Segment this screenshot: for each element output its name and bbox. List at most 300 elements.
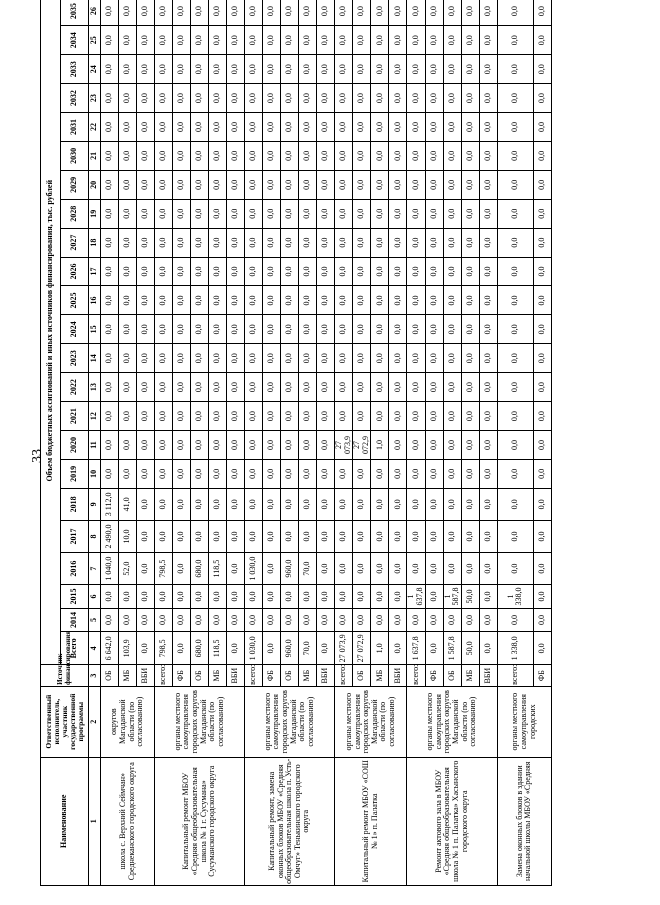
year-value: 0,0 xyxy=(245,373,263,402)
column-number: 11 xyxy=(89,431,101,460)
year-value: 0,0 xyxy=(371,199,389,228)
column-number: 16 xyxy=(89,286,101,315)
column-number: 26 xyxy=(89,0,101,26)
year-value: 0,0 xyxy=(443,608,461,632)
funding-source: всего: xyxy=(407,665,425,686)
year-value: 0,0 xyxy=(101,585,119,609)
year-value: 0,0 xyxy=(191,459,209,488)
year-value: 0,0 xyxy=(317,585,335,609)
year-value: 0,0 xyxy=(407,431,425,460)
column-number: 13 xyxy=(89,373,101,402)
year-value: 0,0 xyxy=(479,0,497,26)
year-value: 0,0 xyxy=(281,315,299,344)
year-value: 0,0 xyxy=(407,344,425,373)
header-year: 2035 xyxy=(61,0,89,26)
year-value: 0,0 xyxy=(461,84,479,113)
year-value: 0,0 xyxy=(263,315,281,344)
year-value: 0,0 xyxy=(533,402,551,431)
year-value: 10,0 xyxy=(119,520,137,552)
header-year: 2023 xyxy=(61,344,89,373)
year-value: 0,0 xyxy=(209,84,227,113)
year-value: 0,0 xyxy=(335,228,353,257)
year-value: 0,0 xyxy=(425,141,443,170)
table-row xyxy=(407,0,425,886)
year-value: 0,0 xyxy=(533,0,551,26)
year-value: 0,0 xyxy=(335,26,353,55)
header-year: 2029 xyxy=(61,170,89,199)
year-value: 0,0 xyxy=(479,286,497,315)
year-value: 0,0 xyxy=(461,459,479,488)
year-value: 0,0 xyxy=(299,84,317,113)
year-value: 0,0 xyxy=(425,431,443,460)
year-value: 0,0 xyxy=(119,199,137,228)
year-value: 0,0 xyxy=(137,459,155,488)
year-value: 0,0 xyxy=(155,55,173,84)
year-value: 0,0 xyxy=(137,553,155,585)
year-value: 0,0 xyxy=(209,431,227,460)
year-value: 960,0 xyxy=(281,553,299,585)
header-year: 2030 xyxy=(61,141,89,170)
year-value: 0,0 xyxy=(299,431,317,460)
year-value: 0,0 xyxy=(209,26,227,55)
year-value: 0,0 xyxy=(461,170,479,199)
year-value: 0,0 xyxy=(173,608,191,632)
year-value: 0,0 xyxy=(497,84,533,113)
year-value: 0,0 xyxy=(209,55,227,84)
year-value: 0,0 xyxy=(335,459,353,488)
year-value: 0,0 xyxy=(335,170,353,199)
year-value: 0,0 xyxy=(119,113,137,142)
year-value: 0,0 xyxy=(497,286,533,315)
funding-source: ВБИ xyxy=(479,665,497,686)
year-value: 0,0 xyxy=(101,113,119,142)
year-value: 0,0 xyxy=(317,26,335,55)
year-value: 0,0 xyxy=(299,0,317,26)
year-value: 0,0 xyxy=(335,55,353,84)
year-value: 0,0 xyxy=(101,402,119,431)
column-number: 21 xyxy=(89,141,101,170)
year-value: 0,0 xyxy=(389,344,407,373)
funding-source: МБ xyxy=(461,665,479,686)
year-value: 0,0 xyxy=(209,459,227,488)
year-value: 0,0 xyxy=(227,553,245,585)
year-value: 0,0 xyxy=(371,228,389,257)
year-value: 0,0 xyxy=(263,228,281,257)
year-value: 0,0 xyxy=(263,141,281,170)
year-value: 0,0 xyxy=(209,228,227,257)
year-value: 0,0 xyxy=(245,431,263,460)
year-value: 0,0 xyxy=(155,373,173,402)
year-value: 0,0 xyxy=(335,315,353,344)
header-year: 2033 xyxy=(61,55,89,84)
year-value: 0,0 xyxy=(191,26,209,55)
year-value: 0,0 xyxy=(155,0,173,26)
year-value: 0,0 xyxy=(461,228,479,257)
year-value: 0,0 xyxy=(335,608,353,632)
column-number: 6 xyxy=(89,585,101,609)
year-value: 0,0 xyxy=(245,113,263,142)
year-value: 0,0 xyxy=(155,199,173,228)
year-value: 0,0 xyxy=(407,315,425,344)
header-year: 2018 xyxy=(61,488,89,520)
year-value: 0,0 xyxy=(281,199,299,228)
year-value: 0,0 xyxy=(299,55,317,84)
year-value: 0,0 xyxy=(371,286,389,315)
year-value: 0,0 xyxy=(407,402,425,431)
year-value: 0,0 xyxy=(227,228,245,257)
column-number: 15 xyxy=(89,315,101,344)
year-value: 0,0 xyxy=(101,26,119,55)
year-value: 0,0 xyxy=(299,286,317,315)
year-value: 0,0 xyxy=(317,84,335,113)
header-year: 2026 xyxy=(61,257,89,286)
year-value: 0,0 xyxy=(299,113,317,142)
responsible-executor: органы местного самоуправления городских округов Магаданской области (по согласованию) xyxy=(335,686,407,757)
year-value: 0,0 xyxy=(353,553,371,585)
year-value: 0,0 xyxy=(245,488,263,520)
year-value: 0,0 xyxy=(425,402,443,431)
page-number: 33 xyxy=(30,449,45,463)
year-value: 0,0 xyxy=(173,26,191,55)
year-value: 0,0 xyxy=(497,170,533,199)
year-value: 0,0 xyxy=(425,55,443,84)
year-value: 0,0 xyxy=(173,141,191,170)
year-value: 0,0 xyxy=(209,0,227,26)
year-value: 0,0 xyxy=(281,459,299,488)
year-value: 0,0 xyxy=(245,608,263,632)
responsible-executor: органы местного самоуправления городских округов Магаданской области (по согласованию) xyxy=(245,686,335,757)
total-value: 27 072,9 xyxy=(353,632,371,665)
year-value: 0,0 xyxy=(119,84,137,113)
funding-source: МБ xyxy=(299,665,317,686)
year-value: 0,0 xyxy=(479,553,497,585)
year-value: 0,0 xyxy=(461,315,479,344)
total-value: 0,0 xyxy=(479,632,497,665)
year-value: 0,0 xyxy=(209,257,227,286)
funding-source: всего: xyxy=(155,665,173,686)
total-value: 1 030,0 xyxy=(245,632,263,665)
funding-source: ФБ xyxy=(425,665,443,686)
total-value: 50,0 xyxy=(461,632,479,665)
year-value: 0,0 xyxy=(191,199,209,228)
year-value: 0,0 xyxy=(461,402,479,431)
responsible-executor: органы местного самоуправления городских округов Магаданской области (по согласованию) xyxy=(407,686,497,757)
year-value: 0,0 xyxy=(137,0,155,26)
year-value: 1 338,0 xyxy=(497,585,533,609)
year-value: 0,0 xyxy=(389,228,407,257)
year-value: 0,0 xyxy=(461,55,479,84)
year-value: 0,0 xyxy=(281,286,299,315)
header-year: 2031 xyxy=(61,113,89,142)
year-value: 1,0 xyxy=(371,431,389,460)
year-value: 0,0 xyxy=(101,170,119,199)
funding-source: МБ xyxy=(209,665,227,686)
year-value: 0,0 xyxy=(227,488,245,520)
column-number: 12 xyxy=(89,402,101,431)
year-value: 0,0 xyxy=(191,170,209,199)
year-value: 0,0 xyxy=(443,199,461,228)
year-value: 0,0 xyxy=(281,520,299,552)
year-value: 0,0 xyxy=(191,585,209,609)
year-value: 0,0 xyxy=(497,459,533,488)
year-value: 0,0 xyxy=(497,520,533,552)
year-value: 0,0 xyxy=(245,199,263,228)
year-value: 0,0 xyxy=(497,55,533,84)
year-value: 0,0 xyxy=(497,141,533,170)
year-value: 0,0 xyxy=(263,0,281,26)
year-value: 0,0 xyxy=(389,488,407,520)
year-value: 0,0 xyxy=(281,0,299,26)
year-value: 0,0 xyxy=(299,585,317,609)
year-value: 0,0 xyxy=(407,553,425,585)
year-value: 0,0 xyxy=(371,0,389,26)
year-value: 0,0 xyxy=(245,286,263,315)
year-value: 0,0 xyxy=(191,488,209,520)
year-value: 0,0 xyxy=(407,113,425,142)
year-value: 0,0 xyxy=(155,228,173,257)
year-value: 0,0 xyxy=(407,608,425,632)
year-value: 0,0 xyxy=(173,113,191,142)
year-value: 0,0 xyxy=(425,608,443,632)
year-value: 0,0 xyxy=(227,373,245,402)
header-volume: Объем бюджетных ассигнований и иных источников финансирования, тыс. рублей xyxy=(41,0,61,665)
year-value: 0,0 xyxy=(191,228,209,257)
year-value: 0,0 xyxy=(245,170,263,199)
year-value: 0,0 xyxy=(263,488,281,520)
column-number: 18 xyxy=(89,228,101,257)
year-value: 0,0 xyxy=(443,459,461,488)
year-value: 0,0 xyxy=(263,459,281,488)
year-value: 0,0 xyxy=(155,431,173,460)
year-value: 0,0 xyxy=(209,315,227,344)
year-value: 0,0 xyxy=(119,141,137,170)
column-number: 19 xyxy=(89,199,101,228)
year-value: 0,0 xyxy=(533,488,551,520)
event-name: Замена оконных блоков в здании начальной школы МБОУ «Средняя xyxy=(497,757,551,885)
year-value: 0,0 xyxy=(479,373,497,402)
funding-source: МБ xyxy=(119,665,137,686)
year-value: 0,0 xyxy=(227,113,245,142)
header-total: Всего xyxy=(61,632,89,665)
year-value: 0,0 xyxy=(173,431,191,460)
year-value: 0,0 xyxy=(137,402,155,431)
year-value: 0,0 xyxy=(317,286,335,315)
year-value: 0,0 xyxy=(227,315,245,344)
year-value: 0,0 xyxy=(245,402,263,431)
total-value: 1 338,0 xyxy=(497,632,533,665)
year-value: 70,0 xyxy=(299,553,317,585)
year-value: 0,0 xyxy=(335,113,353,142)
year-value: 0,0 xyxy=(191,431,209,460)
year-value: 0,0 xyxy=(371,373,389,402)
column-number: 20 xyxy=(89,170,101,199)
year-value: 0,0 xyxy=(371,257,389,286)
year-value: 0,0 xyxy=(173,0,191,26)
total-value: 118,5 xyxy=(209,632,227,665)
event-name: Капитальный ремонт МБОУ «Средняя общеобразовательная школа № 1 г. Сусумана» Сусуманского городского округа xyxy=(155,757,245,885)
year-value: 0,0 xyxy=(371,585,389,609)
year-value: 0,0 xyxy=(407,199,425,228)
year-value: 0,0 xyxy=(407,0,425,26)
year-value: 0,0 xyxy=(443,402,461,431)
year-value: 0,0 xyxy=(101,0,119,26)
column-number: 1 xyxy=(89,757,101,885)
year-value: 0,0 xyxy=(425,286,443,315)
year-value: 0,0 xyxy=(119,585,137,609)
year-value: 0,0 xyxy=(371,402,389,431)
year-value: 0,0 xyxy=(263,26,281,55)
year-value: 0,0 xyxy=(335,585,353,609)
funding-source: ВБИ xyxy=(137,665,155,686)
year-value: 0,0 xyxy=(101,344,119,373)
year-value: 0,0 xyxy=(263,344,281,373)
year-value: 0,0 xyxy=(281,488,299,520)
year-value: 0,0 xyxy=(533,344,551,373)
year-value: 0,0 xyxy=(353,170,371,199)
year-value: 0,0 xyxy=(371,55,389,84)
year-value: 0,0 xyxy=(533,315,551,344)
year-value: 0,0 xyxy=(137,141,155,170)
year-value: 0,0 xyxy=(173,488,191,520)
year-value: 0,0 xyxy=(263,608,281,632)
year-value: 0,0 xyxy=(209,170,227,199)
year-value: 0,0 xyxy=(137,488,155,520)
year-value: 0,0 xyxy=(461,26,479,55)
year-value: 0,0 xyxy=(497,113,533,142)
year-value: 0,0 xyxy=(371,315,389,344)
year-value: 0,0 xyxy=(263,520,281,552)
year-value: 27 072,9 xyxy=(353,431,371,460)
year-value: 0,0 xyxy=(389,553,407,585)
year-value: 0,0 xyxy=(209,585,227,609)
year-value: 0,0 xyxy=(263,373,281,402)
year-value: 0,0 xyxy=(245,141,263,170)
funding-source: всего: xyxy=(335,665,353,686)
year-value: 0,0 xyxy=(173,373,191,402)
year-value: 0,0 xyxy=(191,0,209,26)
year-value: 0,0 xyxy=(353,228,371,257)
year-value: 0,0 xyxy=(353,402,371,431)
funding-source: всего: xyxy=(245,665,263,686)
year-value: 0,0 xyxy=(317,170,335,199)
year-value: 0,0 xyxy=(425,170,443,199)
year-value: 0,0 xyxy=(119,402,137,431)
year-value: 0,0 xyxy=(155,286,173,315)
total-value: 103,9 xyxy=(119,632,137,665)
year-value: 0,0 xyxy=(407,228,425,257)
year-value: 0,0 xyxy=(389,199,407,228)
year-value: 0,0 xyxy=(443,286,461,315)
year-value: 0,0 xyxy=(227,141,245,170)
year-value: 0,0 xyxy=(497,488,533,520)
year-value: 0,0 xyxy=(443,113,461,142)
year-value: 0,0 xyxy=(461,373,479,402)
year-value: 0,0 xyxy=(263,55,281,84)
year-value: 0,0 xyxy=(173,553,191,585)
year-value: 0,0 xyxy=(299,315,317,344)
year-value: 0,0 xyxy=(371,344,389,373)
year-value: 0,0 xyxy=(353,585,371,609)
year-value: 0,0 xyxy=(101,228,119,257)
total-value: 1 637,8 xyxy=(407,632,425,665)
year-value: 0,0 xyxy=(173,344,191,373)
column-number: 17 xyxy=(89,257,101,286)
year-value: 680,0 xyxy=(191,553,209,585)
year-value: 0,0 xyxy=(155,257,173,286)
year-value: 2 490,0 xyxy=(101,520,119,552)
year-value: 0,0 xyxy=(299,141,317,170)
year-value: 0,0 xyxy=(461,113,479,142)
year-value: 0,0 xyxy=(425,228,443,257)
column-number: 25 xyxy=(89,26,101,55)
total-value: 0,0 xyxy=(533,632,551,665)
year-value: 0,0 xyxy=(227,55,245,84)
year-value: 0,0 xyxy=(407,286,425,315)
year-value: 0,0 xyxy=(155,402,173,431)
year-value: 0,0 xyxy=(461,608,479,632)
table-row xyxy=(497,0,533,886)
year-value: 0,0 xyxy=(209,344,227,373)
total-value: 27 073,9 xyxy=(335,632,353,665)
year-value: 3 112,0 xyxy=(101,488,119,520)
funding-source: ФБ xyxy=(533,665,551,686)
year-value: 0,0 xyxy=(263,113,281,142)
year-value: 0,0 xyxy=(263,402,281,431)
header-year: 2034 xyxy=(61,26,89,55)
year-value: 0,0 xyxy=(479,199,497,228)
year-value: 0,0 xyxy=(281,170,299,199)
year-value: 0,0 xyxy=(533,55,551,84)
funding-source: всего: xyxy=(497,665,533,686)
year-value: 0,0 xyxy=(119,344,137,373)
year-value: 0,0 xyxy=(245,84,263,113)
year-value: 0,0 xyxy=(227,344,245,373)
year-value: 0,0 xyxy=(461,141,479,170)
year-value: 0,0 xyxy=(317,55,335,84)
table-row xyxy=(245,0,263,886)
year-value: 798,5 xyxy=(155,553,173,585)
year-value: 0,0 xyxy=(371,520,389,552)
header-responsible: Ответственный исполнитель, участник государственной программы xyxy=(41,686,89,757)
year-value: 0,0 xyxy=(209,488,227,520)
year-value: 0,0 xyxy=(371,84,389,113)
year-value: 0,0 xyxy=(353,373,371,402)
event-name: Капитальный ремонт МБОУ «СОШ № 1» п. Палатка xyxy=(335,757,407,885)
year-value: 0,0 xyxy=(371,26,389,55)
year-value: 0,0 xyxy=(479,257,497,286)
responsible-executor: органы местного самоуправления городских xyxy=(497,686,551,757)
year-value: 0,0 xyxy=(137,228,155,257)
year-value: 0,0 xyxy=(443,520,461,552)
funding-source: МБ xyxy=(371,665,389,686)
year-value: 0,0 xyxy=(137,55,155,84)
year-value: 0,0 xyxy=(155,608,173,632)
year-value: 0,0 xyxy=(335,84,353,113)
year-value: 0,0 xyxy=(317,553,335,585)
year-value: 0,0 xyxy=(389,402,407,431)
year-value: 0,0 xyxy=(155,585,173,609)
year-value: 0,0 xyxy=(335,286,353,315)
year-value: 0,0 xyxy=(227,0,245,26)
year-value: 0,0 xyxy=(479,585,497,609)
year-value: 0,0 xyxy=(425,459,443,488)
year-value: 0,0 xyxy=(101,315,119,344)
year-value: 0,0 xyxy=(119,55,137,84)
year-value: 0,0 xyxy=(317,459,335,488)
year-value: 0,0 xyxy=(479,431,497,460)
header-year: 2027 xyxy=(61,228,89,257)
year-value: 0,0 xyxy=(173,84,191,113)
